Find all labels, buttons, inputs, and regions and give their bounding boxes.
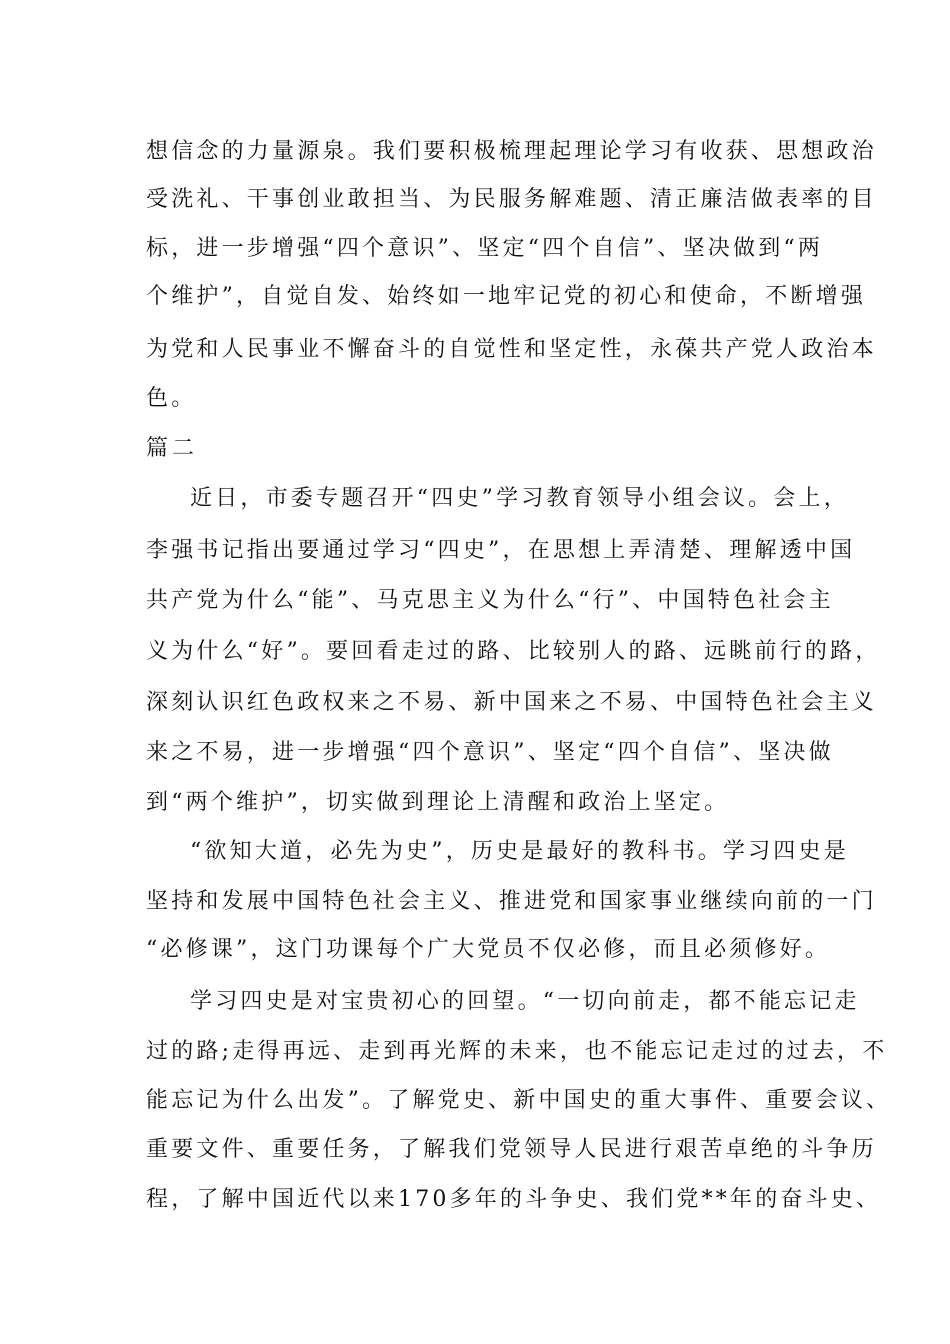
paragraph-line: 标，进一步增强“四个意识”、坚定“四个自信”、坚决做到“两 xyxy=(146,236,824,261)
paragraph-line: 深刻认识红色政权来之不易、新中国来之不易、中国特色社会主义 xyxy=(146,690,877,715)
paragraph-line: 能忘记为什么出发”。了解党史、新中国史的重大事件、重要会议、 xyxy=(146,1088,892,1113)
paragraph-line: “必修课”，这门功课每个广大党员不仅必修，而且必须修好。 xyxy=(146,937,831,962)
section-heading: 篇二 xyxy=(146,436,199,461)
paragraph-line: 受洗礼、干事创业敢担当、为民服务解难题、清正廉洁做表率的目 xyxy=(146,187,877,212)
paragraph-line: 想信念的力量源泉。我们要积极梳理起理论学习有收获、思想政治 xyxy=(146,139,877,164)
paragraph-line: 色。 xyxy=(146,386,197,411)
paragraph-line: 到“两个维护”，切实做到理论上清醒和政治上坚定。 xyxy=(146,790,730,815)
paragraph-line: 来之不易，进一步增强“四个意识”、坚定“四个自信”、坚决做 xyxy=(146,740,834,765)
paragraph-line: 共产党为什么“能”、马克思主义为什么“行”、中国特色社会主 xyxy=(146,588,834,613)
paragraph-line: 程，了解中国近代以来170多年的斗争史、我们党**年的奋斗史、 xyxy=(146,1187,882,1212)
paragraph-line: 重要文件、重要任务，了解我们党领导人民进行艰苦卓绝的斗争历 xyxy=(146,1137,877,1162)
paragraph-line: 李强书记指出要通过学习“四史”，在思想上弄清楚、理解透中国 xyxy=(146,538,856,563)
paragraph-line: 义为什么“好”。要回看走过的路、比较别人的路、远眺前行的路， xyxy=(146,639,881,664)
paragraph-line: “欲知大道，必先为史”，历史是最好的教科书。学习四史是 xyxy=(190,839,849,864)
paragraph-line: 过的路;走得再远、走到再光辉的未来，也不能忘记走过的过去，不 xyxy=(146,1039,888,1064)
paragraph-line: 近日，市委专题召开“四史”学习教育领导小组会议。会上， xyxy=(190,486,849,511)
paragraph-line: 个维护”，自觉自发、始终如一地牢记党的初心和使命，不断增强 xyxy=(146,284,867,309)
paragraph-line: 学习四史是对宝贵初心的回望。“一切向前走，都不能忘记走 xyxy=(190,989,860,1014)
paragraph-line: 为党和人民事业不懈奋斗的自觉性和坚定性，永葆共产党人政治本 xyxy=(146,337,877,362)
paragraph-line: 坚持和发展中国特色社会主义、推进党和国家事业继续向前的一门 xyxy=(146,889,877,914)
